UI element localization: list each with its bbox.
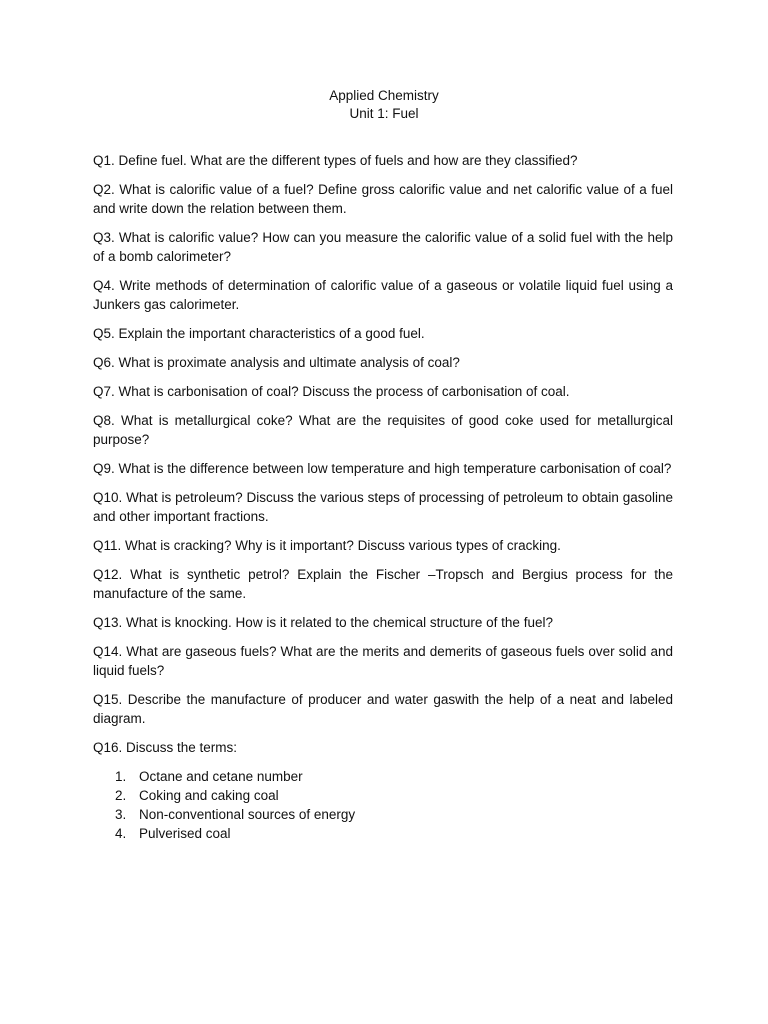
- question-list: [93, 151, 673, 843]
- question-item: Q5. Explain the important characteristics of a good fuel.: [93, 326, 425, 341]
- question-item: Q16. Discuss the terms:: [93, 740, 238, 755]
- term-item: [93, 767, 673, 786]
- question-item: Q3. What is calorific value? How can you measure the calorific value of a solid fuel with the help of a bomb calorimeter?: [93, 230, 673, 264]
- term-item: [93, 805, 673, 824]
- question-item: Q14. What are gaseous fuels? What are the merits and demerits of gaseous fuels over solid and liquid fuels?: [93, 644, 673, 678]
- question-item: Q4. Write methods of determination of calorific value of a gaseous or volatile liquid fuel using a Junkers gas calorimeter.: [93, 278, 673, 312]
- terms-list: [93, 767, 673, 843]
- term-number: 3.: [115, 807, 127, 822]
- question-item: Q7. What is carbonisation of coal? Discuss the process of carbonisation of coal.: [93, 384, 570, 399]
- question-item: Q8. What is metallurgical coke? What are the requisites of good coke used for metallurgical purpose?: [93, 413, 673, 447]
- question-item: Q9. What is the difference between low temperature and high temperature carbonisation of coal?: [93, 461, 672, 476]
- term-text: Octane and cetane number: [139, 769, 303, 784]
- question-item: Q10. What is petroleum? Discuss the various steps of processing of petroleum to obtain gasoline and other important fractions.: [93, 490, 673, 524]
- document-subtitle: Unit 1: Fuel: [349, 106, 419, 121]
- term-number: 1.: [115, 769, 127, 784]
- question-item: Q13. What is knocking. How is it related to the chemical structure of the fuel?: [93, 615, 553, 630]
- term-number: 2.: [115, 788, 127, 803]
- question-item: Q2. What is calorific value of a fuel? Define gross calorific value and net calorific value of a fuel and write down the relation between them.: [93, 182, 673, 216]
- question-item: Q12. What is synthetic petrol? Explain the Fischer –Tropsch and Bergius process for the manufacture of the same.: [93, 567, 673, 601]
- question-item: Q1. Define fuel. What are the different types of fuels and how are they classified?: [93, 153, 578, 168]
- term-item: [93, 786, 673, 805]
- term-text: Pulverised coal: [139, 826, 231, 841]
- term-text: Non-conventional sources of energy: [139, 807, 356, 822]
- document-header: [0, 87, 768, 123]
- document-title: Applied Chemistry: [329, 88, 439, 103]
- term-text: Coking and caking coal: [139, 788, 279, 803]
- question-item: Q15. Describe the manufacture of producer and water gaswith the help of a neat and labeled diagram.: [93, 692, 673, 726]
- question-item: Q6. What is proximate analysis and ultimate analysis of coal?: [93, 355, 460, 370]
- question-item: Q11. What is cracking? Why is it important? Discuss various types of cracking.: [93, 538, 561, 553]
- term-number: 4.: [115, 826, 127, 841]
- term-item: [93, 824, 673, 843]
